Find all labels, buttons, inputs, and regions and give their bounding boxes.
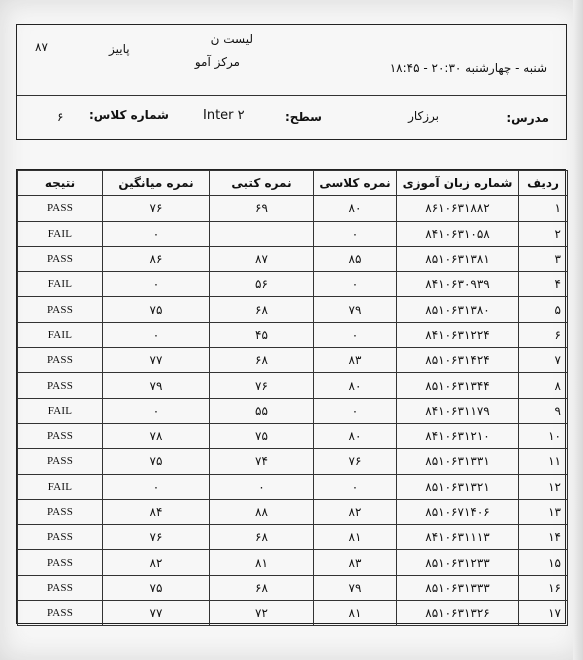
row-number-cell: ۱۵ [519,550,568,575]
level-value: Inter ۲ [203,108,245,123]
table-row [18,601,568,626]
written-score-cell: ۶۸ [210,575,314,600]
row-number-cell: ۸ [519,373,568,398]
average-score-cell: ۰ [103,322,210,347]
student-number-cell: ۸۵۱۰۶۳۱۳۸۰ [397,297,519,322]
student-number-cell: ۸۵۱۰۶۳۱۳۸۱ [397,246,519,271]
class-score-cell: ۷۶ [314,449,397,474]
row-number-cell: ۲ [519,221,568,246]
result-cell: FAIL [18,474,103,499]
average-score-cell: ۰ [103,398,210,423]
table-row [18,272,568,297]
class-score-cell: ۰ [314,272,397,297]
result-cell: PASS [18,196,103,221]
average-score-cell: ۷۷ [103,601,210,626]
written-score-cell: ۷۵ [210,423,314,448]
row-number-cell: ۹ [519,398,568,423]
result-cell: PASS [18,550,103,575]
result-cell: PASS [18,297,103,322]
class-score-cell: ۸۰ [314,373,397,398]
row-number-cell: ۱۲ [519,474,568,499]
report-header-box [16,24,567,140]
student-number-cell: ۸۴۱۰۶۳۱۲۱۰ [397,423,519,448]
student-results-table [16,169,566,624]
student-number-cell: ۸۶۱۰۶۳۱۸۸۲ [397,196,519,221]
header-class-score: نمره کلاسی [314,171,397,196]
class-score-cell: ۸۱ [314,601,397,626]
class-score-cell: ۷۹ [314,575,397,600]
class-score-cell: ۸۱ [314,525,397,550]
written-score-cell: ۷۶ [210,373,314,398]
average-score-cell: ۷۷ [103,348,210,373]
written-score-cell: ۵۶ [210,272,314,297]
written-score-cell: ۸۸ [210,499,314,524]
row-number-cell: ۱۱ [519,449,568,474]
average-score-cell: ۷۸ [103,423,210,448]
center-name-fragment: مرکز آمو [194,55,240,69]
row-number-cell: ۵ [519,297,568,322]
class-score-cell: ۸۳ [314,348,397,373]
table-row [18,196,568,221]
average-score-cell: ۸۴ [103,499,210,524]
teacher-name: برزکار [408,109,439,123]
result-cell: PASS [18,525,103,550]
table-row [18,398,568,423]
written-score-cell: ۴۵ [210,322,314,347]
written-score-cell: ۶۸ [210,525,314,550]
result-cell: FAIL [18,322,103,347]
row-number-cell: ۱۷ [519,601,568,626]
table-row [18,322,568,347]
result-cell: PASS [18,348,103,373]
table-row [18,525,568,550]
class-score-cell: ۰ [314,322,397,347]
class-score-cell: ۸۰ [314,196,397,221]
student-number-cell: ۸۵۱۰۶۳۱۳۳۱ [397,449,519,474]
written-score-cell: ۶۹ [210,196,314,221]
student-number-cell: ۸۴۱۰۶۳۰۹۳۹ [397,272,519,297]
student-number-cell: ۸۴۱۰۶۳۱۲۲۴ [397,322,519,347]
written-score-cell: ۸۷ [210,246,314,271]
report-title-fragment: لیست ن [210,32,253,46]
row-number-cell: ۴ [519,272,568,297]
class-number-label: شماره کلاس: [89,108,169,122]
class-score-cell: ۰ [314,221,397,246]
student-number-cell: ۸۴۱۰۶۳۱۱۷۹ [397,398,519,423]
teacher-label: مدرس: [506,111,549,125]
average-score-cell: ۰ [103,474,210,499]
result-cell: PASS [18,601,103,626]
table-row [18,499,568,524]
class-score-cell: ۰ [314,474,397,499]
written-score-cell: ۷۴ [210,449,314,474]
written-score-cell: ۸۱ [210,550,314,575]
table-row [18,423,568,448]
written-score-cell: ۷۲ [210,601,314,626]
term-number: ۸۷ [35,40,48,54]
class-number-value: ۶ [57,110,64,124]
average-score-cell: ۷۶ [103,196,210,221]
table-row [18,348,568,373]
written-score-cell: ۵۵ [210,398,314,423]
student-number-cell: ۸۴۱۰۶۳۱۱۱۳ [397,525,519,550]
table-row [18,550,568,575]
level-label: سطح: [285,110,322,124]
row-number-cell: ۷ [519,348,568,373]
result-cell: PASS [18,499,103,524]
table-row [18,221,568,246]
result-cell: PASS [18,575,103,600]
average-score-cell: ۷۹ [103,373,210,398]
student-number-cell: ۸۵۱۰۶۷۱۴۰۶ [397,499,519,524]
average-score-cell: ۰ [103,221,210,246]
table-header-row [18,171,568,196]
result-cell: FAIL [18,272,103,297]
schedule-text: شنبه - چهارشنبه ۲۰:۳۰ - ۱۸:۴۵ [389,61,547,75]
table-row [18,246,568,271]
student-number-cell: ۸۴۱۰۶۳۱۰۵۸ [397,221,519,246]
student-number-cell: ۸۵۱۰۶۳۱۲۳۳ [397,550,519,575]
student-number-cell: ۸۵۱۰۶۳۱۳۳۳ [397,575,519,600]
written-score-cell [210,221,314,246]
student-number-cell: ۸۵۱۰۶۳۱۳۲۱ [397,474,519,499]
table-body [18,196,568,626]
class-score-cell: ۷۹ [314,297,397,322]
term-name: پاییز [109,42,130,56]
average-score-cell: ۰ [103,272,210,297]
table-row [18,474,568,499]
written-score-cell: ۶۸ [210,348,314,373]
average-score-cell: ۷۶ [103,525,210,550]
average-score-cell: ۷۵ [103,297,210,322]
row-number-cell: ۶ [519,322,568,347]
header-student-number: شماره زبان آموزی [397,171,519,196]
class-score-cell: ۸۵ [314,246,397,271]
class-score-cell: ۸۰ [314,423,397,448]
row-number-cell: ۱ [519,196,568,221]
header-result: نتیجه [18,171,103,196]
student-number-cell: ۸۵۱۰۶۳۱۳۲۶ [397,601,519,626]
row-number-cell: ۱۳ [519,499,568,524]
class-score-cell: ۰ [314,398,397,423]
result-cell: PASS [18,423,103,448]
average-score-cell: ۷۵ [103,449,210,474]
written-score-cell: ۶۸ [210,297,314,322]
class-score-cell: ۸۲ [314,499,397,524]
table-row [18,575,568,600]
result-cell: PASS [18,449,103,474]
average-score-cell: ۷۵ [103,575,210,600]
scan-edge [573,0,583,660]
written-score-cell: ۰ [210,474,314,499]
result-cell: PASS [18,246,103,271]
header-divider [17,95,566,96]
header-average-score: نمره میانگین [103,171,210,196]
table-row [18,373,568,398]
results-table [17,170,568,626]
row-number-cell: ۳ [519,246,568,271]
table-row [18,449,568,474]
class-score-cell: ۸۳ [314,550,397,575]
row-number-cell: ۱۰ [519,423,568,448]
average-score-cell: ۸۲ [103,550,210,575]
result-cell: FAIL [18,221,103,246]
student-number-cell: ۸۵۱۰۶۳۱۳۴۴ [397,373,519,398]
student-number-cell: ۸۵۱۰۶۳۱۴۲۴ [397,348,519,373]
header-row-number: ردیف [519,171,568,196]
row-number-cell: ۱۶ [519,575,568,600]
row-number-cell: ۱۴ [519,525,568,550]
average-score-cell: ۸۶ [103,246,210,271]
header-written-score: نمره کتبی [210,171,314,196]
result-cell: FAIL [18,398,103,423]
result-cell: PASS [18,373,103,398]
table-row [18,297,568,322]
